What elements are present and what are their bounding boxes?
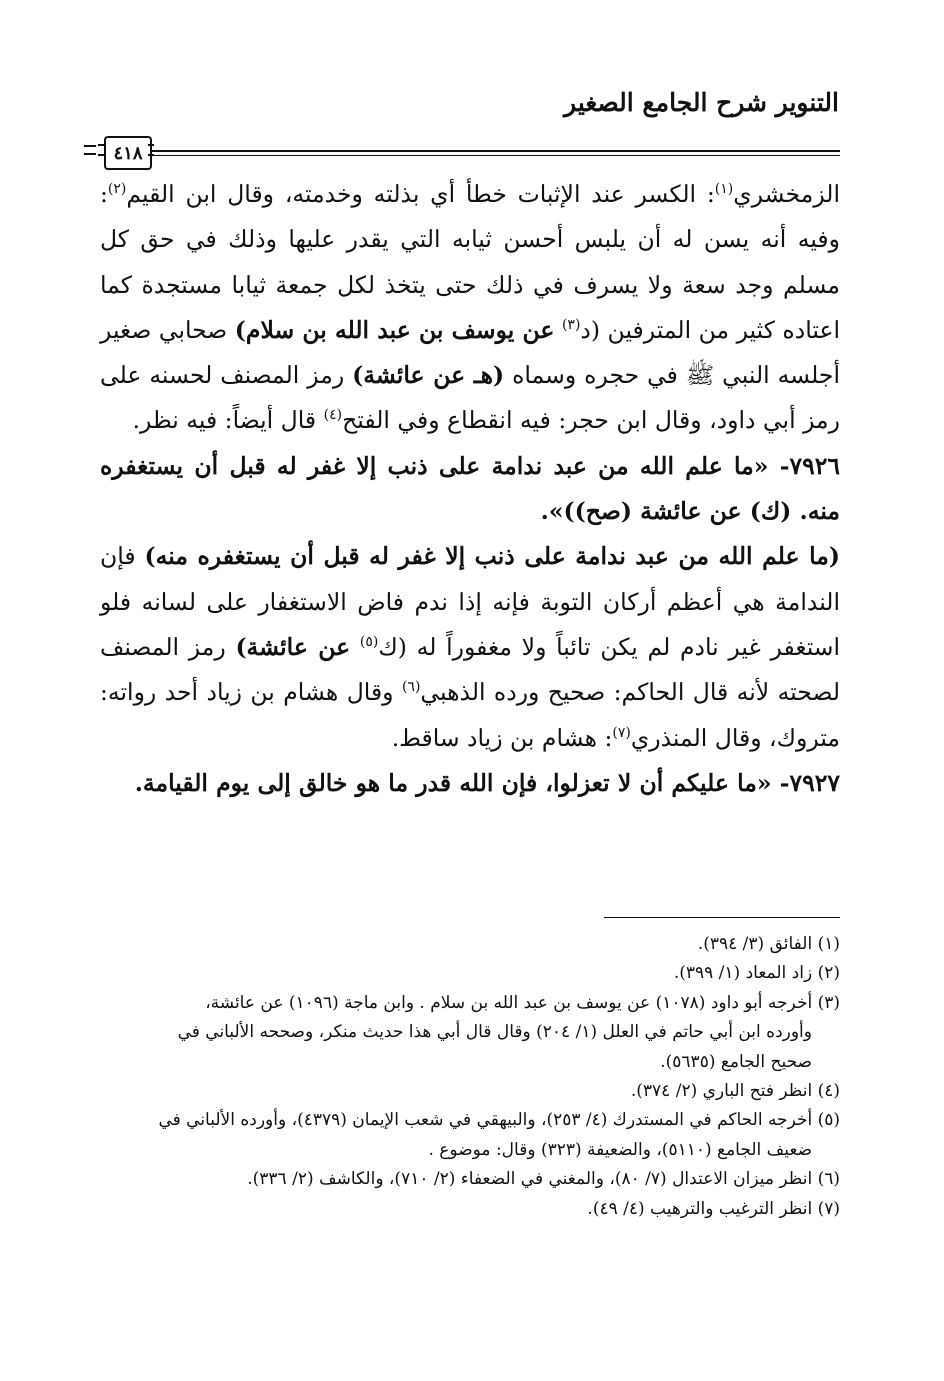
text-segment: فإن الندامة هي أعظم أركان التوبة فإنه إذا ندم فاض الاستغفار على لسانه فلو استغفر غير نادم لم يكن تائباً ولا مغفوراً له (ك (100, 542, 841, 661)
text-segment: : هشام بن زياد ساقط. (391, 723, 613, 752)
footnote-4: (٤) انظر فتح الباري (٢/ ٣٧٤). (630, 1081, 840, 1102)
header-rule-end-mark (84, 145, 96, 155)
footnote-ref-6: (٦) (401, 679, 421, 696)
text-segment: صحابي صغير أجلسه النبي ﷺ في حجره وسماه (100, 315, 840, 390)
footnote-3-continued: صحيح الجامع (٥٦٣٥). (660, 1051, 812, 1072)
main-text (100, 172, 840, 806)
footnote-ref-5: (٥) (359, 633, 379, 650)
hadith-quote-bold: (ما علم الله من عبد ندامة على ذنب إلا غفر له قبل أن يستغفره منه) (144, 542, 840, 571)
footnote-ref-1: (١) (714, 181, 734, 197)
hadith-7927 (100, 761, 840, 806)
hadith-7926 (100, 444, 840, 535)
footnote-3: (٣) أخرجه أبو داود (١٠٧٨) عن يوسف بن عبد الله بن سلام . وابن ماجة (١٠٩٦) عن عائشة، (205, 992, 840, 1013)
narrator-bold: عن يوسف بن عبد الله بن سلام) (234, 315, 555, 344)
footnote-3-continued: وأورده ابن أبي حاتم في العلل (١/ ٢٠٤) وقال قال أبي هذا حديث منكر، وصححه الألباني في (177, 1022, 812, 1043)
footnote-7: (٧) انظر الترغيب والترهيب (٤/ ٤٩). (587, 1198, 840, 1219)
text-segment: : وفيه أنه يسن له أن يلبس أحسن ثيابه التي يقدر عليها وذلك في حق كل مسلم وجد سعة ولا يسرف في ذلك حتى يتخذ لكل جمعة ثيابا مستجدة كما اعتاده كثير من المترفين (د (100, 180, 841, 344)
footnote-1: (١) الفائق (٣/ ٣٩٤). (697, 934, 840, 954)
hadith-text: «ما عليكم أن لا تعزلوا، فإن الله قدر ما هو خالق إلى يوم القيامة. (134, 768, 772, 797)
running-title: التنوير شرح الجامع الصغير (564, 88, 839, 117)
footnote-ref-4: (٤) (323, 407, 343, 424)
text-segment: الزمخشري (733, 180, 840, 208)
footnote-5-continued: ضعيف الجامع (٥١١٠)، والضعيفة (٣٢٣) وقال: موضوع . (428, 1139, 812, 1160)
source-bold: (هـ عن عائشة) (352, 361, 505, 390)
paragraph-commentary-1 (100, 172, 840, 444)
hadith-number: ٧٩٢٦- (779, 451, 840, 480)
text-segment: : الكسر عند الإثبات خطأ أي بذلته وخدمته، وقال ابن القيم (126, 180, 715, 208)
text-segment: قال أيضاً: فيه نظر. (132, 406, 317, 435)
footnote-ref-3: (٣) (561, 316, 581, 333)
page-number: ٤١٨ (104, 136, 152, 170)
source-bold: عن عائشة) (235, 632, 351, 661)
footnote-ref-2: (٢) (107, 181, 127, 197)
hadith-text: «ما علم الله من عبد ندامة على ذنب إلا غفر له قبل أن يستغفره منه. (ك) عن عائشة (صح))». (100, 451, 840, 526)
paragraph-commentary-2 (100, 534, 840, 760)
text-segment: وقال هشام بن زياد أحد رواته: متروك، وقال المنذري (100, 678, 840, 752)
header-rule (152, 150, 840, 156)
hadith-number: ٧٩٢٧- (779, 768, 840, 797)
text-segment: رمز المصنف لحسنه على رمز أبي داود، وقال ابن حجر: فيه انقطاع وفي الفتح (100, 361, 840, 435)
footnote-separator (604, 917, 840, 918)
text-segment: رمز المصنف لصحته لأنه قال الحاكم: صحيح ورده الذهبي (100, 632, 840, 707)
footnote-5: (٥) أخرجه الحاكم في المستدرك (٤/ ٢٥٣)، والبيهقي في شعب الإيمان (٤٣٧٩)، وأورده الألباني في (158, 1110, 840, 1131)
footnotes (100, 930, 840, 1224)
footnote-ref-7: (٧) (612, 724, 631, 741)
footnote-2: (٢) زاد المعاد (١/ ٣٩٩). (673, 963, 840, 984)
footnote-6: (٦) انظر ميزان الاعتدال (٧/ ٨٠)، والمغني في الضعفاء (٢/ ٧١٠)، والكاشف (٢/ ٣٣٦). (247, 1169, 840, 1190)
